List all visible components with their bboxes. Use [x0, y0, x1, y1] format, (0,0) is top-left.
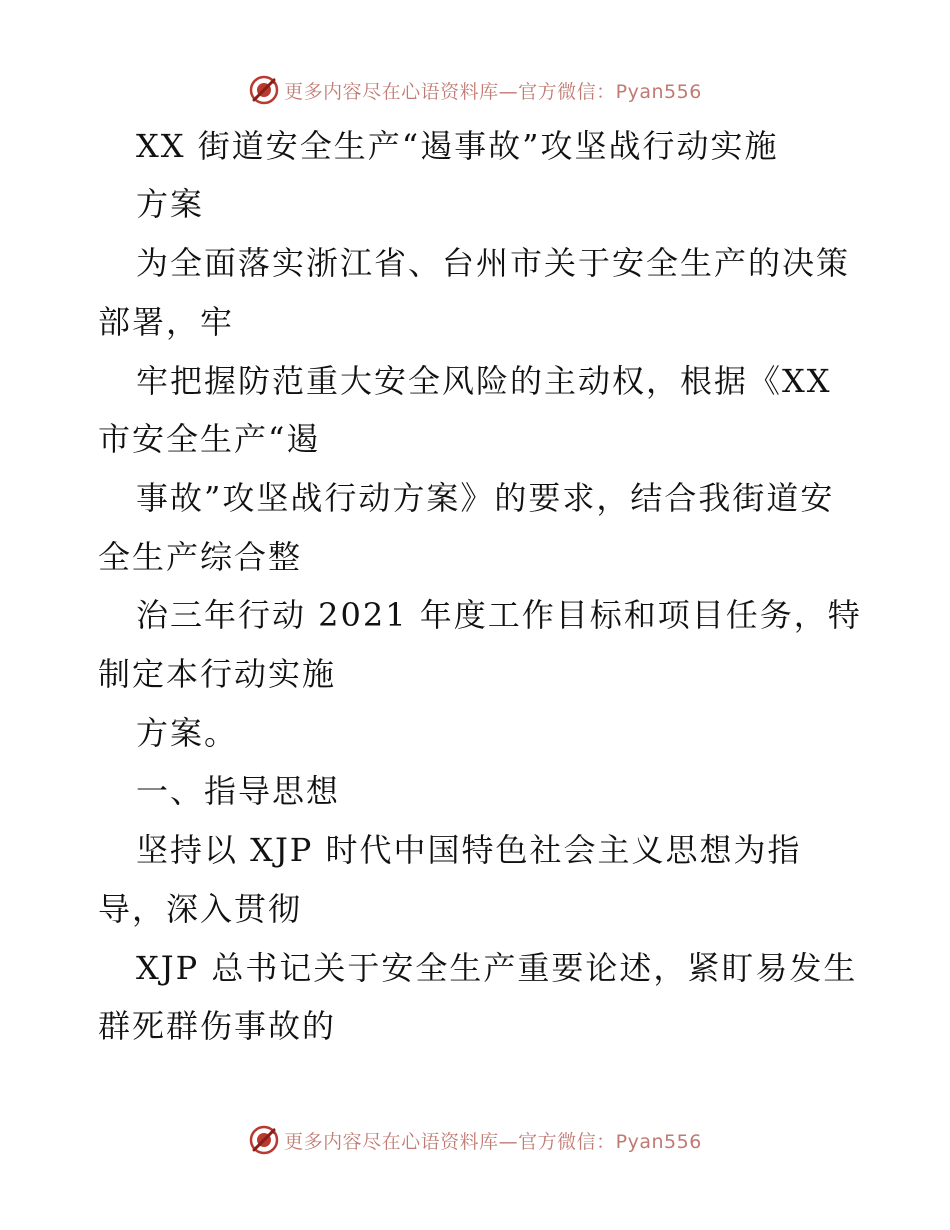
seal-logo-icon [248, 1124, 280, 1156]
section-heading: 一、指导思想 [136, 772, 341, 810]
watermark-text: 更多内容尽在心语资料库—官方微信：Pyan556 [284, 1130, 702, 1153]
text-line: 全生产综合整 [98, 538, 303, 576]
text-line: 制定本行动实施 [98, 655, 337, 693]
text-line: 方案。 [136, 714, 239, 752]
text-line: 部署，牢 [98, 303, 235, 341]
wechat-id: Pyan556 [615, 1130, 702, 1153]
watermark-text: 更多内容尽在心语资料库—官方微信：Pyan556 [284, 80, 702, 103]
text-line: 导，深入贯彻 [98, 890, 303, 928]
text-line: 群死群伤事故的 [98, 1007, 337, 1045]
text-line: 牢把握防范重大安全风险的主动权，根据《XX [136, 362, 832, 400]
text-line: 坚持以 XJP 时代中国特色社会主义思想为指 [136, 831, 802, 869]
text-line: XJP 总书记关于安全生产重要论述，紧盯易发生 [136, 949, 858, 987]
text-line: 事故”攻坚战行动方案》的要求，结合我街道安 [136, 479, 835, 517]
text-line: 市安全生产“遏 [98, 420, 321, 458]
text-line: 治三年行动 2021 年度工作目标和项目任务，特 [136, 596, 862, 634]
footer-watermark [0, 1120, 950, 1160]
text-line: 为全面落实浙江省、台州市关于安全生产的决策 [136, 244, 851, 282]
title-line-1: XX 街道安全生产“遏事故”攻坚战行动实施 [136, 127, 779, 165]
wechat-id: Pyan556 [615, 80, 702, 103]
title-line-2: 方案 [136, 185, 205, 223]
